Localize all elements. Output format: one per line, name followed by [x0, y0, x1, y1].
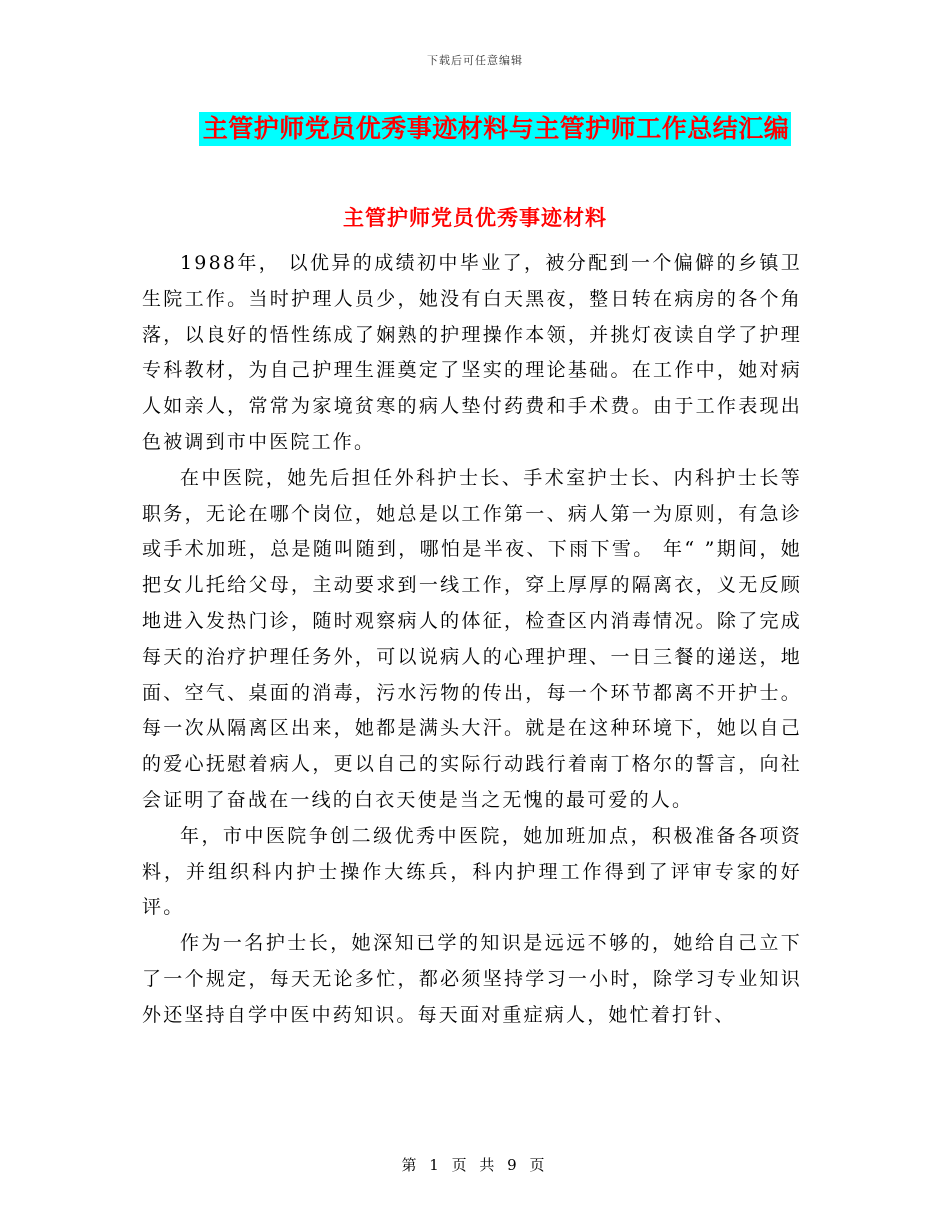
paragraph-1: 1988年， 以优异的成绩初中毕业了，被分配到一个偏僻的乡镇卫生院工作。当时护理人员少，她没有白天黑夜，整日转在病房的各个角落，以良好的悟性练成了娴熟的护理操作本领，并挑灯夜读自学了护理专科教材，为自己护理生涯奠定了坚实的理论基础。在工作中，她对病人如亲人，常常为家境贫寒的病人垫付药费和手术费。由于工作表现出色被调到市中医院工作。 [142, 252, 802, 453]
document-title-container [0, 112, 950, 146]
page-header-note: 下载后可任意编辑 [427, 54, 523, 67]
page-number-footer: 第 1 页 共 9 页 [401, 1156, 549, 1174]
paragraph-3: 年，市中医院争创二级优秀中医院，她加班加点，积极准备各项资料，并组织科内护士操作大练兵，科内护理工作得到了评审专家的好评。 [142, 824, 802, 919]
paragraph-2: 在中医院，她先后担任外科护士长、手术室护士长、内科护士长等职务，无论在哪个岗位，她总是以工作第一、病人第一为原则，有急诊或手术加班，总是随叫随到，哪怕是半夜、下雨下雪。 年“ ”期间，她把女儿托给父母，主动要求到一线工作，穿上厚厚的隔离衣，义无反顾地进入发热门诊，随时观察病人的体征，检查区内消毒情况。除了完成每天的治疗护理任务外，可以说病人的心理护理、一日三餐的递送，地面、空气、桌面的消毒，污水污物的传出，每一个环节都离不开护士。每一次从隔离区出来，她都是满头大汗。就是在这种环境下，她以自己的爱心抚慰着病人，更以自己的实际行动践行着南丁格尔的誓言，向社会证明了奋战在一线的白衣天使是当之无愧的最可爱的人。 [142, 466, 802, 811]
paragraph-4: 作为一名护士长，她深知已学的知识是远远不够的，她给自己立下了一个规定，每天无论多忙，都必须坚持学习一小时，除学习专业知识外还坚持自学中医中药知识。每天面对重症病人，她忙着打针、 [142, 932, 802, 1026]
section-title: 主管护师党员优秀事迹材料 [343, 205, 607, 230]
document-body [142, 246, 802, 1034]
document-title: 主管护师党员优秀事迹材料与主管护师工作总结汇编 [199, 112, 792, 146]
